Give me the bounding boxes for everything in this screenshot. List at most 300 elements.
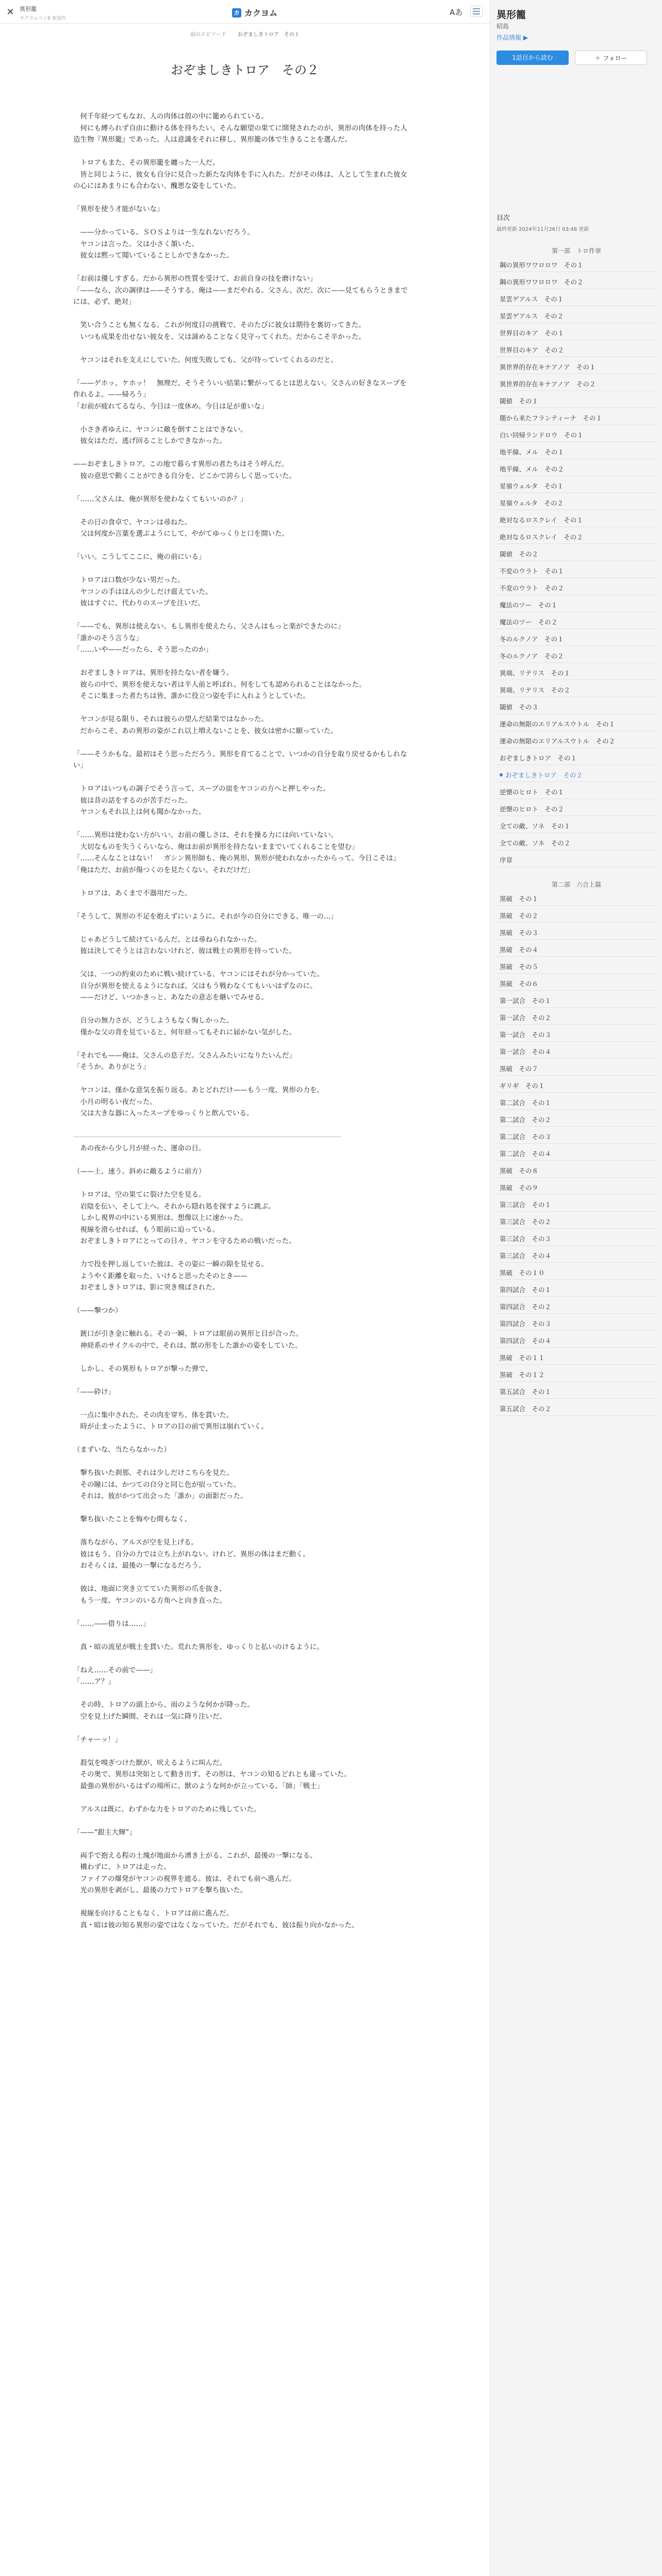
- paragraph: （——上、速う。斜めに敵るように前方）: [73, 1167, 206, 1176]
- paragraph: 時が止まったように、トロアの目の前で異形は崩れていく。: [73, 1422, 268, 1431]
- toc-episode-label: 地平線、メル その１: [500, 448, 565, 456]
- paragraph: [73, 899, 413, 911]
- paragraph: ヤコンが見る限り、それは彼らの望んだ結果ではなかった。: [73, 715, 268, 723]
- episode-body: [73, 111, 413, 1931]
- paragraph: [73, 215, 413, 227]
- paragraph: 「いい。こうしてここに、俺の前にいる」: [73, 553, 206, 561]
- toc-episode-label: 黒破 その１２: [500, 1370, 545, 1379]
- toc-episode-label: 逆懐のヒロト その２: [500, 805, 565, 813]
- paragraph: じゃあどうして続けているんだ、とは尋ねられなかった。: [73, 935, 261, 944]
- paragraph: [73, 1526, 413, 1537]
- toc-episode-label: 世界目のキア その２: [500, 346, 565, 354]
- toc-episode[interactable]: [496, 445, 656, 459]
- paragraph: [73, 1653, 413, 1665]
- toc-episode-label: 魔法のツー その２: [500, 618, 558, 626]
- paragraph: 父は、一つの約束のために戦い続けている。ヤコンにはそれが分かっていた。: [73, 970, 324, 978]
- paragraph: [73, 772, 413, 784]
- toc-episode-label: 異世界的存在キナアノア その２: [500, 380, 596, 388]
- toc-episode-label: 閾値 その３: [500, 703, 539, 711]
- toc-episode-current[interactable]: [496, 768, 656, 782]
- toc-episode[interactable]: [496, 411, 656, 425]
- toc-episode-label: 黒破 その７: [500, 1064, 539, 1073]
- paragraph: [73, 656, 413, 668]
- breadcrumb: [0, 29, 490, 39]
- paragraph: トロアは、あくまで不器用だった。: [73, 889, 192, 897]
- paragraph: [73, 1815, 413, 1827]
- toc-episode[interactable]: [496, 377, 656, 391]
- paragraph: しかし視界の中にいる異形は、想像以上に速かった。: [73, 1214, 247, 1222]
- toc-episode-label: 異端、リテリス その１: [500, 669, 571, 677]
- toc-episode-label: 運命の無限のエリアルスウトル その１: [500, 720, 616, 728]
- paragraph: [73, 308, 413, 320]
- toc-episode[interactable]: [496, 1146, 656, 1161]
- paragraph: （——撃つか）: [73, 1307, 122, 1315]
- toc-episode[interactable]: [496, 993, 656, 1008]
- paragraph: その瞳には、かつての自分と同じ色が宿っていた。: [73, 1480, 240, 1489]
- paragraph: 殺気を嗅ぎつけた獣が、吠えるように叫んだ。: [73, 1758, 226, 1767]
- toc-episode-label: 第一試合 その２: [500, 1013, 552, 1022]
- paragraph: 「……ア？」: [73, 1677, 115, 1686]
- paragraph: [73, 262, 413, 274]
- toc-episode-label: 冬のルクノア その２: [500, 652, 564, 660]
- paragraph: 「お前が疲れてるなら、今日は一度休め。今日は足が重いな」: [73, 402, 268, 411]
- toc-episode-label: 第一試合 その１: [500, 996, 552, 1005]
- toc-episode-label: 不変のウラト その２: [500, 584, 565, 592]
- paragraph: トロアもまた、その異形籠を纏った一人だ。: [73, 159, 220, 167]
- paragraph: ヤコンは、僅かな意気を振り返る。あとどれだけ——もう一度、異形の力を。: [73, 1086, 324, 1094]
- toc-episode-label: 運命の無限のエリアルスウトル その２: [500, 737, 616, 745]
- paragraph: 彼はもう、自分の力では立ち上がれない。けれど、異形の体はまだ動く。: [73, 1550, 310, 1558]
- toc-episode[interactable]: [496, 598, 656, 612]
- toc-episode[interactable]: [496, 683, 656, 697]
- toc-episode[interactable]: [496, 819, 656, 833]
- toc-episode-label: 絶対なるロスクレイ その１: [500, 516, 583, 524]
- paragraph: 僅かな父の背を見ていると、何年経ってもそれに届かない気がした。: [73, 1028, 296, 1037]
- paragraph: だからこそ、あの異形の姿がこれ以上増えないことを、彼女は密かに願っていた。: [73, 726, 338, 735]
- toc-episode[interactable]: [496, 1384, 656, 1399]
- paragraph: [73, 609, 413, 621]
- paragraph: 「そうして、異形の不足を抱えずにいように。それが今の自分にできる、唯一の…」: [73, 912, 338, 921]
- toc-episode-label: 黒破 その５: [500, 962, 539, 971]
- paragraph: [73, 1502, 413, 1514]
- work-author-line: カクヨムコン8 参加作: [20, 16, 66, 21]
- paragraph: そこに集まった者たちは皆、誰かに役立つ姿を手に入れようとしていた。: [73, 692, 310, 700]
- breadcrumb-current: おぞましきトロア その１: [238, 32, 300, 38]
- toc-episode[interactable]: [496, 908, 656, 923]
- paragraph: [73, 1004, 413, 1015]
- paragraph: 「……異形は使わない方がいい。お前の優しさは、それを操る力には向いていない。: [73, 831, 338, 839]
- close-icon[interactable]: ✕: [6, 7, 14, 18]
- logo-mark-icon: カ: [232, 8, 241, 18]
- current-marker-icon: [500, 773, 503, 776]
- toc-episode-label: 序章: [500, 856, 513, 864]
- paragraph: 銃口が引き金に触れる。その一瞬、トロアは眼前の異形と目が合った。: [73, 1330, 303, 1338]
- toc-episode-label: 第二試合 その３: [500, 1132, 552, 1141]
- paragraph: 最強の異形がいるはずの場所に、獣のような何かが立っている。「師」「戦士」: [73, 1782, 324, 1790]
- episode-body-part1: [73, 111, 413, 1131]
- paragraph: 「——ゲホッ、ケホッ！ 無理だ、そうそういい結果に繋がってるとは思えない。父さんの好きなスープを作れるよ。——帰ろう」: [73, 379, 407, 399]
- paragraph: おぞましきトロアは、影に突き飛ばされた。: [73, 1283, 220, 1292]
- paragraph: おぞましきトロアにとっての日々、ヤコンを守るための戦いだった。: [73, 1237, 296, 1245]
- paragraph: [73, 540, 413, 552]
- toc-episode[interactable]: [496, 1350, 656, 1365]
- toc-episode[interactable]: [496, 1231, 656, 1246]
- paragraph: 彼らの中で、異形を使えない者は半人前と呼ばれ、何をしても認められることはなかった。: [73, 680, 366, 689]
- toc-episode-label: 黒破 その１１: [500, 1353, 545, 1362]
- site-logo[interactable]: [232, 7, 277, 19]
- paragraph: [73, 1120, 413, 1131]
- toc-episode[interactable]: [496, 751, 656, 765]
- paragraph: 「チャーッ！」: [73, 1735, 122, 1744]
- paragraph: [73, 737, 413, 749]
- toc-episode[interactable]: [496, 1078, 656, 1093]
- toc-episode-label: 第五試合 その２: [500, 1404, 552, 1413]
- paragraph: ようやく距離を取った。いけると思ったそのとき——: [73, 1272, 247, 1280]
- toc-chapter-title: 第一部 トロ件章: [551, 247, 601, 255]
- toc-episode[interactable]: [496, 1095, 656, 1110]
- paragraph: おぞましきトロアは、異形を持たない者を嫌う。: [73, 669, 234, 677]
- paragraph: 「——砕け」: [73, 1387, 115, 1396]
- paragraph: [73, 1155, 413, 1166]
- paragraph: ——おぞましきトロア。この地で暮らす異形の者たちはそう呼んだ。: [73, 460, 289, 468]
- read-first-button[interactable]: 1話目から読む: [496, 50, 569, 65]
- toc-episode[interactable]: [496, 1163, 656, 1178]
- paragraph: [73, 1398, 413, 1410]
- toc-episode[interactable]: [496, 632, 656, 646]
- toc-episode-label: 黒破 その４: [500, 945, 539, 954]
- paragraph: その奥で、異形は突如として動き出す。その形は、ヤコンの知るどれとも違っていた。: [73, 1770, 351, 1778]
- toc-episode[interactable]: [496, 462, 656, 476]
- toc-episode[interactable]: [496, 942, 656, 957]
- paragraph: 父は大きな器に入ったスープをゆっくりと飲んでいる。: [73, 1109, 254, 1117]
- toc-episode[interactable]: [496, 309, 656, 323]
- toc-episode-label: 第三試合 その２: [500, 1217, 552, 1226]
- toc-episode[interactable]: [496, 1367, 656, 1382]
- toc-episode-label: 地平線、メル その２: [500, 465, 565, 473]
- paragraph: 彼は決してそうとは言わないけれど、彼は戦士の異形を持っていた。: [73, 947, 296, 955]
- paragraph: アルスは既に、わずかな力をトロアのために残していた。: [73, 1805, 261, 1814]
- paragraph: 自分が異形を使えるようになれば、父はもう戦わなくてもいいはずなのに。: [73, 981, 317, 990]
- toc-episode-label: 不変のウラト その１: [500, 567, 565, 575]
- toc-episode-label: 絶対なるロスクレイ その２: [500, 533, 583, 541]
- toc-episode[interactable]: [496, 700, 656, 714]
- toc-episode[interactable]: [496, 1214, 656, 1229]
- toc-episode-label: 鋼の異形ワワロロワ その２: [500, 278, 584, 286]
- paragraph: 小さき者ゆえに、ヤコンに敵を倒すことはできない。: [73, 425, 247, 434]
- paragraph: 「お前は優しすぎる。だから異形の性質を受けて、お前自身の技を磨けない」: [73, 275, 317, 283]
- paragraph: 視線を向けることもなく、トロアは前に進んだ。: [73, 1909, 234, 1918]
- toc-episode[interactable]: [496, 479, 656, 493]
- toc-episode-label: 第一試合 その４: [500, 1047, 552, 1056]
- toc-episode-label: 魔法のツー その１: [500, 601, 558, 609]
- paragraph: 彼女はただ、逃げ回ることしかできなかった。: [73, 437, 226, 445]
- toc-episode[interactable]: [496, 564, 656, 578]
- paragraph: ファイアの爆発がヤコンの視界を遮る。彼は、それでも前へ進んだ。: [73, 1874, 296, 1883]
- toc-episode-label: 第四試合 その２: [500, 1302, 552, 1311]
- toc-episode[interactable]: [496, 326, 656, 340]
- toc-episode[interactable]: [496, 258, 656, 272]
- paragraph: 彼はすぐに、代わりのスープを注いだ。: [73, 599, 205, 607]
- paragraph: [73, 505, 413, 517]
- logo-text: カクヨム: [244, 8, 278, 18]
- toc-episode[interactable]: [496, 1180, 656, 1195]
- paragraph: [73, 192, 413, 204]
- toc-episode[interactable]: [496, 1197, 656, 1212]
- paragraph: [73, 1375, 413, 1386]
- paragraph: 「……いや——だったら、そう思ったのか」: [73, 646, 212, 654]
- toc-episode[interactable]: [496, 615, 656, 629]
- toc-episode[interactable]: [496, 1316, 656, 1331]
- toc-episode-label: 世界目のキア その１: [500, 329, 565, 337]
- toc-episode-label: 黒破 その９: [500, 1183, 539, 1192]
- paragraph: 「それでも——俺は、父さんの息子だ。父さんみたいになりたいんだ」: [73, 1051, 296, 1060]
- paragraph: あの夜から少し月が経った、運命の日。: [73, 1144, 206, 1153]
- paragraph: 「……父さんは、俺が異形を使わなくてもいいのか？」: [73, 495, 247, 503]
- paragraph: 「異形を使う才能がないな」: [73, 205, 164, 213]
- paragraph: 父は何度か言葉を選ぶようにして、やがてゆっくりと口を開いた。: [73, 530, 289, 538]
- work-info-link[interactable]: 作品情報 ▶: [496, 34, 528, 41]
- paragraph: トロアはいつもの調子でそう言って、スープの皿をヤコンの方へと押しやった。: [73, 785, 330, 793]
- toc-episode[interactable]: [496, 1299, 656, 1314]
- toc-episode[interactable]: [496, 581, 656, 595]
- toc-episode-label: 異端、リテリス その２: [500, 686, 571, 694]
- toc-episode[interactable]: [496, 1248, 656, 1263]
- paragraph: トロアは口数が少ない男だった。: [73, 576, 185, 584]
- paragraph: [73, 1073, 413, 1085]
- paragraph: 撃ち抜いた刹那、それは少しだけこちらを見た。: [73, 1469, 234, 1477]
- paragraph: 「そうか。ありがとう」: [73, 1063, 150, 1071]
- toc-episode[interactable]: [496, 959, 656, 974]
- paragraph: しかし、その異形もトロアが撃った弾で、: [73, 1364, 212, 1373]
- toc-episode[interactable]: [496, 496, 656, 510]
- toc-episode[interactable]: [496, 802, 656, 816]
- paragraph: 彼は昔の話をするのが苦手だった。: [73, 796, 192, 805]
- paragraph: 光の異形を剥がし、最後の力でトロアを撃ち抜いた。: [73, 1886, 247, 1894]
- paragraph: [73, 366, 413, 378]
- paragraph: [73, 412, 413, 424]
- toc-episode[interactable]: [496, 530, 656, 544]
- toc-episode-label: 第三試合 その１: [500, 1200, 552, 1209]
- toc-episode-label: おぞましきトロア その１: [500, 754, 577, 762]
- paragraph: [73, 563, 413, 575]
- paragraph: もう一度、ヤコンのいる方角へと向き直った。: [73, 1596, 226, 1605]
- toc-episode-label: 閾値 その２: [500, 550, 539, 558]
- sidebar-work-title[interactable]: 異形籠: [496, 9, 526, 21]
- episode-body-part2: [73, 1143, 413, 1931]
- paragraph: [73, 1745, 413, 1757]
- toc-episode-label: 閾値 その１: [500, 397, 539, 405]
- toc-episode-label: 全ての敵、ソネ その２: [500, 839, 571, 847]
- toc-episode-label: 黒破 その８: [500, 1166, 539, 1175]
- paragraph: ——だけど、いつかきっと、あなたの意志を継いでみせる。: [73, 993, 268, 1002]
- toc-episode-label: 第四試合 その４: [500, 1336, 552, 1345]
- paragraph: 岩陰を伝い、そして上へ。それから隠れ処を探すように跳ぶ。: [73, 1202, 275, 1211]
- toc-episode[interactable]: [496, 513, 656, 527]
- paragraph: 「——なら、次の調律は——そうする。俺は——まだやれる。父さん、次だ。次に——見てもらうときまでには、必ず、絶対」: [73, 286, 408, 306]
- paragraph: 両手で抱える程の土塊が地面から湧き上がる。これが、最後の一撃になる。: [73, 1851, 317, 1860]
- paragraph: 「——“銀主大輝”」: [73, 1828, 136, 1837]
- paragraph: [73, 1351, 413, 1363]
- toc-episode[interactable]: [496, 1044, 656, 1059]
- paragraph: [73, 447, 413, 459]
- toc-episode[interactable]: [496, 666, 656, 680]
- paragraph: [73, 146, 413, 158]
- toc-episode[interactable]: [496, 1265, 656, 1280]
- toc-episode-label: 冬のルクノア その１: [500, 635, 564, 643]
- toc-episode[interactable]: [496, 853, 656, 867]
- toc-episode[interactable]: [496, 394, 656, 408]
- paragraph: 彼の意思で動くことができる自分を、どこかで誇らしく思っていた。: [73, 471, 296, 480]
- toc-episode[interactable]: [496, 836, 656, 850]
- paragraph: 一点に集中された。その肉を穿ち、体を貫いた。: [73, 1411, 234, 1419]
- last-updated: 最終更新 2024年11月26日 03:48 更新: [496, 227, 589, 232]
- sidebar-author[interactable]: 昭島: [496, 23, 509, 30]
- paragraph: 真・暗の流星が戦士を貫いた。荒れた異形を、ゆっくりと払いのけるように。: [73, 1642, 324, 1651]
- follow-button[interactable]: ＋ フォロー: [575, 50, 647, 65]
- paragraph: 空を見上げた瞬間、それは一気に降り注いだ。: [73, 1712, 226, 1721]
- toc-episode-label: ギリギ その１: [500, 1081, 545, 1090]
- toc-episode-label: 第三試合 その４: [500, 1251, 552, 1260]
- paragraph: おそらくは、最後の一撃になるだろう。: [73, 1562, 206, 1570]
- toc-episode[interactable]: [496, 734, 656, 748]
- paragraph: トロアは、空の果てに裂けた空を見る。: [73, 1191, 206, 1199]
- paragraph: （まずいな、当たらなかった）: [73, 1446, 171, 1454]
- paragraph: 「——でも、異形は使えない。もし異形を使えたら、父さんはもっと楽ができたのに」: [73, 622, 345, 631]
- paragraph: 「ねえ……その前で——」: [73, 1666, 157, 1674]
- toc-episode-label: 黒破 その１０: [500, 1268, 545, 1277]
- toc-episode-label: 黒破 その２: [500, 911, 539, 920]
- toc-episode[interactable]: [496, 275, 656, 289]
- paragraph: [73, 343, 413, 354]
- paragraph: 彼女は黙って聞いていることしかできなかった。: [73, 251, 234, 260]
- toc-episode-label: おぞましきトロア その２: [505, 771, 583, 779]
- toc-episode[interactable]: [496, 292, 656, 306]
- toc-episode[interactable]: [496, 343, 656, 357]
- paragraph: [73, 1433, 413, 1445]
- toc-episode[interactable]: [496, 649, 656, 663]
- paragraph: 自分の無力さが、どうしようもなく悔しかった。: [73, 1016, 234, 1025]
- paragraph: [73, 482, 413, 494]
- toc-episode-label: 第一試合 その３: [500, 1030, 552, 1039]
- toc-episode-label: 第四試合 その１: [500, 1285, 552, 1294]
- toc-heading: 目次: [496, 214, 510, 222]
- font-size-button[interactable]: Aあ: [450, 8, 463, 17]
- paragraph: 構わずに、トロアは走った。: [73, 1863, 171, 1871]
- toc-episode[interactable]: [496, 1010, 656, 1025]
- paragraph: 撃ち抜いたことを悔やむ間もなく、: [73, 1515, 192, 1523]
- paragraph: 「——そうかもな。最初はそう思っただろう。異形を育てることで、いつかの自分を取り戻せるかもしれない」: [73, 750, 407, 770]
- paragraph: [73, 1456, 413, 1468]
- paragraph: [73, 1038, 413, 1050]
- paragraph: [73, 818, 413, 830]
- toc-episode-label: 白い回帰ランドロウ その１: [500, 431, 584, 439]
- paragraph: [73, 1178, 413, 1190]
- paragraph: ヤコンの手はほんの少しだけ震えていた。: [73, 587, 212, 596]
- paragraph: 皆と同じように、彼女も自分に見合った新たな肉体を手に入れた。だがその体は、人として生まれた彼女の心にはあまりにも合わない、醜悪な姿をしていた。: [73, 170, 407, 190]
- prev-episode-link[interactable]: 前のエピソード: [190, 32, 226, 38]
- toc-episode[interactable]: [496, 891, 656, 906]
- paragraph: 笑い合うことも無くなる。これが何度目の挑戦で、そのたびに彼女は期待を裏切ってきた。: [73, 321, 366, 329]
- paragraph: 視線を滑らせれば、もう眼前に迫っている。: [73, 1225, 220, 1234]
- toc-episode[interactable]: [496, 360, 656, 374]
- toc-episode-label: 鋼の異形ワワロロワ その１: [500, 261, 584, 269]
- toc-episode[interactable]: [496, 1061, 656, 1076]
- paragraph: 「……——借りは……」: [73, 1619, 150, 1628]
- toc-episode-label: 全ての敵、ソネ その１: [500, 822, 571, 830]
- paragraph: [73, 1896, 413, 1908]
- work-title[interactable]: 異形籠: [20, 6, 37, 12]
- paragraph: 真・暗は彼の知る異形の姿ではなくなっていた。だがそれでも、彼は振り向かなかった。: [73, 1921, 359, 1929]
- toc-episode[interactable]: [496, 1282, 656, 1297]
- paragraph: [73, 1792, 413, 1804]
- paragraph: [73, 957, 413, 969]
- paragraph: その時、トロアの頭上から、雨のような何かが降った。: [73, 1701, 254, 1709]
- episode-title: おぞましきトロア その２: [171, 63, 319, 77]
- toc-episode[interactable]: [496, 1027, 656, 1042]
- paragraph: ヤコンはそれを支えにしていた。何度失敗しても、父が待っていてくれるのだと。: [73, 355, 338, 364]
- toc-episode[interactable]: [496, 1129, 656, 1144]
- toc-episode[interactable]: [496, 1333, 656, 1348]
- paragraph: [73, 1572, 413, 1584]
- toc-episode-label: 第三試合 その３: [500, 1234, 552, 1243]
- toc-episode-label: 星嶺ウェルタ その２: [500, 499, 564, 507]
- toc-episode-label: 星雲ゲアルス その１: [500, 295, 564, 303]
- toc-episode[interactable]: [496, 785, 656, 799]
- toc-episode-label: 逆懐のヒロト その１: [500, 788, 565, 796]
- toc-episode[interactable]: [496, 925, 656, 940]
- paragraph: [73, 1688, 413, 1700]
- paragraph: ヤコンは言った。父は小さく頷いた。: [73, 240, 198, 248]
- sidebar: [490, 0, 662, 2576]
- paragraph: [73, 1247, 413, 1259]
- toc-episode[interactable]: [496, 547, 656, 561]
- paragraph: [73, 1838, 413, 1850]
- toc-episode[interactable]: [496, 428, 656, 442]
- toc-episode-label: 闇から来たフランティーナ その１: [500, 414, 603, 422]
- toc-episode-label: 第二試合 その４: [500, 1149, 552, 1158]
- toc-episode[interactable]: [496, 717, 656, 731]
- paragraph: 「……そんなことはない！ ガシン異形師も、俺の異形、異形が使われなかったからって。今日こそは」: [73, 854, 400, 862]
- toc-episode-label: 第二試合 その１: [500, 1098, 552, 1107]
- paragraph: 何にも縛られず自由に動ける体を持ちたい。そんな願望の果てに開発されたのが、異形の肉体を持った人造生物『異形籠』であった。人は意識をそれに移し、異形籠の体で生きることを選んだ。: [73, 124, 407, 144]
- paragraph: [73, 1606, 413, 1618]
- paragraph: いつも成果を出せない彼女を、父は諦めることなく見守ってくれた。だからこそ辛かった。: [73, 332, 366, 341]
- toc-episode[interactable]: [496, 1112, 656, 1127]
- paragraph: 小月の明るい夜だった。: [73, 1097, 157, 1106]
- work-meta[interactable]: [20, 5, 66, 21]
- paragraph: ——分かっている。ＳＯＳよりは一生なれないだろう。: [73, 228, 254, 236]
- paragraph: 何千年経つてもなお、人の肉体は殻の中に籠められている。: [73, 112, 268, 121]
- paragraph: それは、彼がかつて出会った「誰か」の面影だった。: [73, 1492, 247, 1500]
- toc-episode[interactable]: [496, 976, 656, 991]
- paragraph: 「誰かのそう言うな」: [73, 634, 143, 642]
- toc-chapter-title: 第二部 六合上篇: [551, 881, 601, 888]
- toc-episode-label: 異世界的存在キナアノア その１: [500, 363, 596, 371]
- toc-episode-label: 星嶺ウェルタ その１: [500, 482, 564, 490]
- toc-episode[interactable]: [496, 1401, 656, 1416]
- paragraph: 力で投を押し返していた彼は、その姿に一瞬の隙を見せる。: [73, 1260, 268, 1268]
- toc-episode-label: 黒破 その１: [500, 894, 539, 903]
- paragraph: [73, 1722, 413, 1734]
- paragraph: ヤコンもそれ以上は何も聞かなかった。: [73, 808, 206, 816]
- toc-episode-label: 第五試合 その１: [500, 1387, 552, 1396]
- paragraph: 落ちながら、アルスが空を見上げる。: [73, 1538, 198, 1547]
- paragraph: [73, 702, 413, 714]
- toc-episode-label: 星雲ゲアルス その２: [500, 312, 564, 320]
- hamburger-icon[interactable]: [470, 6, 483, 17]
- toc-episode-label: 黒破 その３: [500, 928, 539, 937]
- paragraph: 神経系のサイクルの中で、それは、獣の形をした誰かの姿をしていた。: [73, 1341, 302, 1350]
